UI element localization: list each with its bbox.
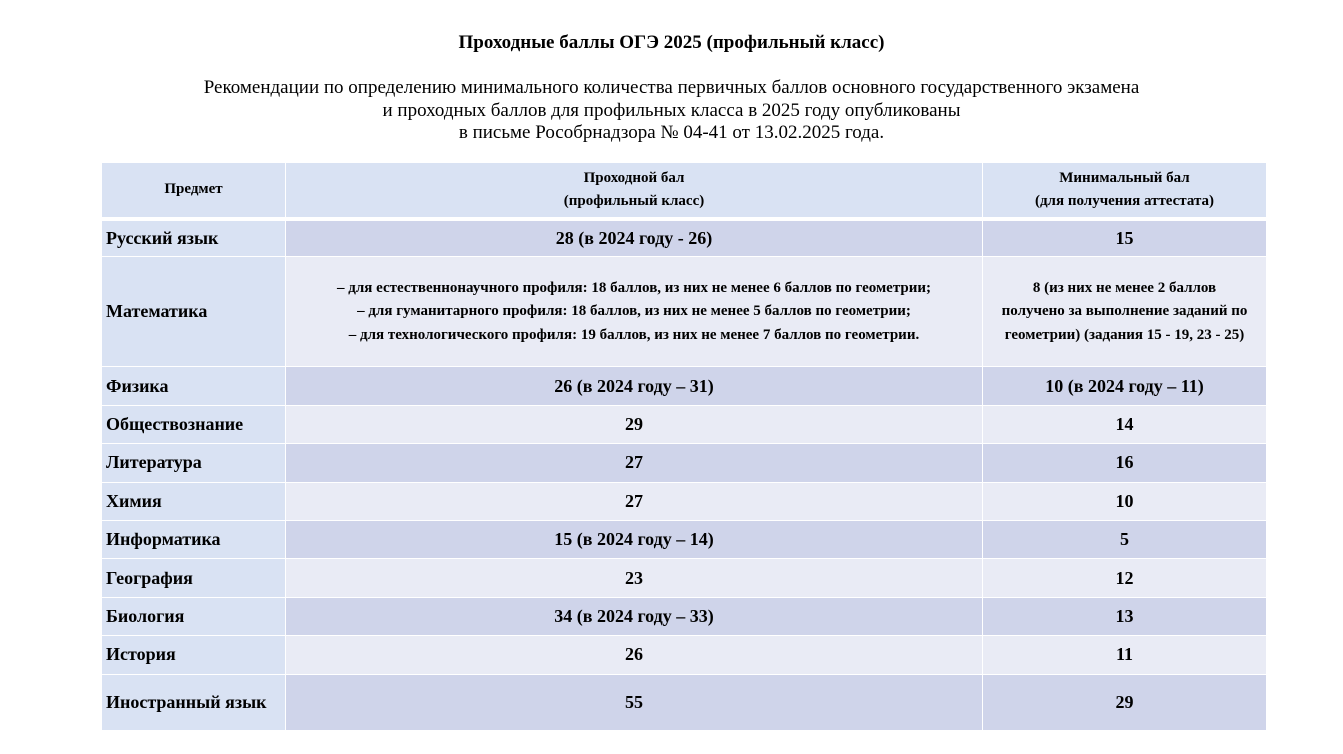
subject-cell: Обществознание [102,405,286,443]
minimum-cell: 15 [983,219,1267,257]
passing-cell: 26 [286,636,983,674]
table-row [102,367,1267,405]
scores-table [101,162,1267,731]
subject-cell: Русский язык [102,219,286,257]
header-minimum [983,163,1267,219]
passing-cell: 34 (в 2024 году – 33) [286,597,983,635]
passing-cell: 27 [286,482,983,520]
subject-cell: Информатика [102,520,286,558]
minimum-cell: 13 [983,597,1267,635]
table-row [102,219,1267,257]
subject-cell: Биология [102,597,286,635]
minimum-line: получено за выполнение заданий по [1001,303,1248,320]
table-row [102,674,1267,730]
subject-cell: География [102,559,286,597]
table-header-row [102,163,1267,219]
passing-cell: 23 [286,559,983,597]
passing-cell: 27 [286,444,983,482]
table-row [102,520,1267,558]
subject-cell: Химия [102,482,286,520]
minimum-cell: 29 [983,674,1267,730]
passing-cell: 55 [286,674,983,730]
subtitle-line: Рекомендации по определению минимального количества первичных баллов основного государственного экзамена [203,77,1140,98]
minimum-cell: 5 [983,520,1267,558]
passing-cell: 15 (в 2024 году – 14) [286,520,983,558]
table-row [102,636,1267,674]
minimum-line: геометрии) (задания 15 - 19, 23 - 25) [1004,326,1245,343]
table-row [102,482,1267,520]
minimum-cell: 14 [983,405,1267,443]
minimum-cell: 10 [983,482,1267,520]
subtitle [0,77,1343,145]
subject-cell: Математика [102,257,286,367]
minimum-cell: 11 [983,636,1267,674]
header-passing [286,163,983,219]
passing-cell: 26 (в 2024 году – 31) [286,367,983,405]
header-subject: Предмет [102,163,286,219]
header-passing-line: Проходной бал [583,169,685,186]
header-passing-line: (профильный класс) [563,192,705,209]
table-row [102,559,1267,597]
passing-line: – для гуманитарного профиля: 18 баллов, из них не менее 5 баллов по геометрии; [357,303,911,320]
subject-cell: Физика [102,367,286,405]
subtitle-line: в письме Рособрнадзора № 04-41 от 13.02.2025 года. [458,122,885,143]
subtitle-line: и проходных баллов для профильных класса в 2025 году опубликованы [382,99,961,121]
table-row [102,257,1267,367]
minimum-cell: 16 [983,444,1267,482]
subject-cell: Литература [102,444,286,482]
minimum-line: 8 (из них не менее 2 баллов [1032,279,1217,296]
minimum-cell: 12 [983,559,1267,597]
minimum-cell: 10 (в 2024 году – 11) [983,367,1267,405]
passing-cell: 29 [286,405,983,443]
passing-line: – для естественнонаучного профиля: 18 баллов, из них не менее 6 баллов по геометрии; [337,279,931,296]
minimum-cell [983,257,1267,367]
subject-cell: История [102,636,286,674]
passing-cell: 28 (в 2024 году - 26) [286,219,983,257]
table-row [102,444,1267,482]
table-row [102,597,1267,635]
page-title: Проходные баллы ОГЭ 2025 (профильный класс) [458,32,885,53]
header-minimum-line: (для получения аттестата) [1034,192,1215,209]
passing-line: – для технологического профиля: 19 баллов, из них не менее 7 баллов по геометрии. [348,326,920,343]
passing-cell [286,257,983,367]
table-row [102,405,1267,443]
header-minimum-line: Минимальный бал [1059,169,1190,186]
subject-cell: Иностранный язык [102,674,286,730]
